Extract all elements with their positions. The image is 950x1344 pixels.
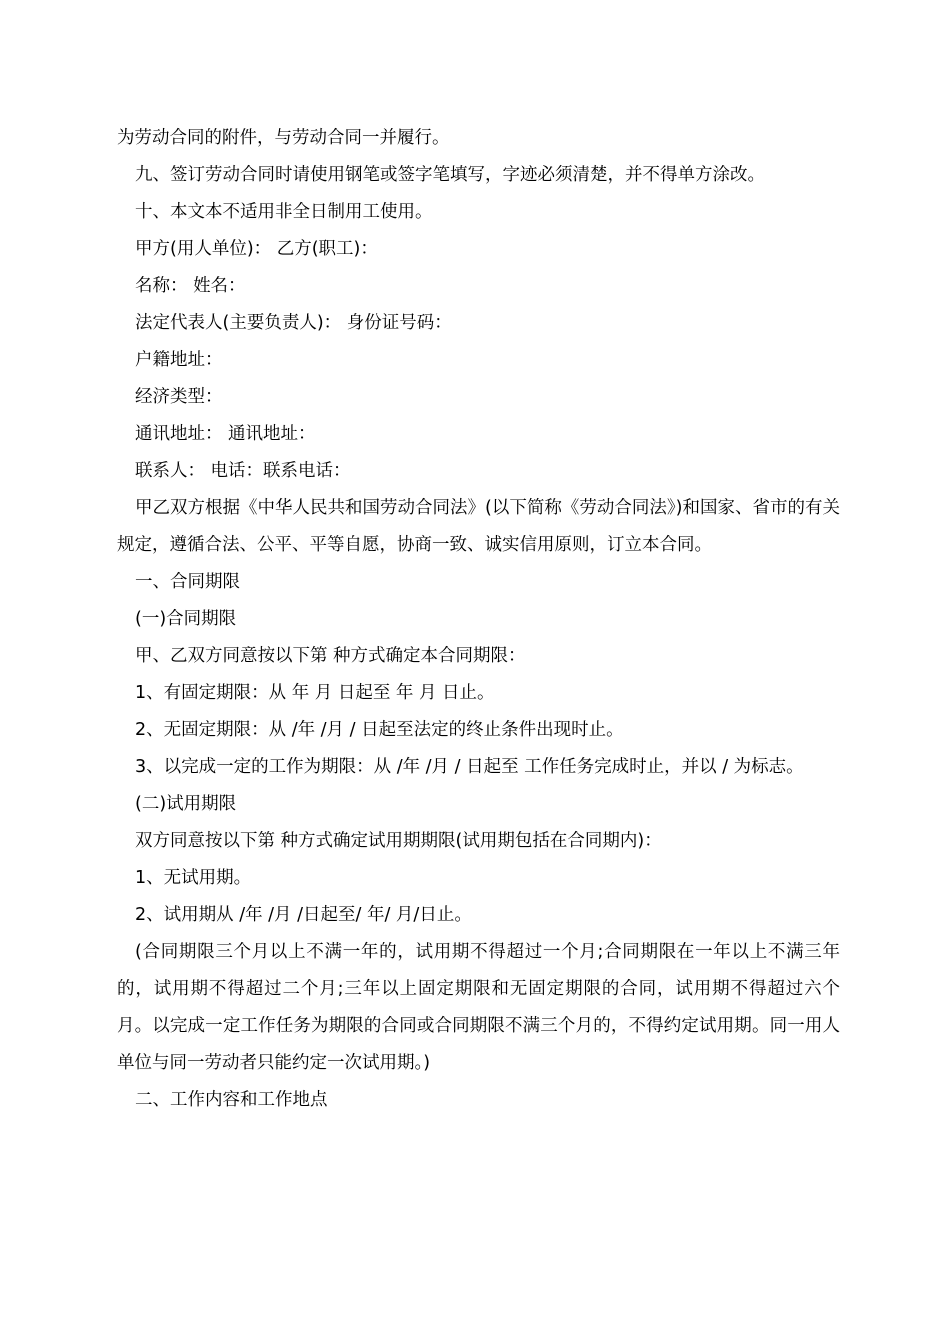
subsection-heading-contract-term: (一)合同期限 <box>135 609 237 629</box>
subsection-heading-probation: (二)试用期限 <box>135 794 237 814</box>
paragraph-task-term: 3、以完成一定的工作为期限：从 /年 /月 / 日起至 工作任务完成时止，并以 / 为标志。 <box>135 757 804 777</box>
economic-type-label: 经济类型： <box>135 387 223 407</box>
paragraph-no-probation: 1、无试用期。 <box>135 868 252 888</box>
paragraph-attachment-note: 为劳动合同的附件，与劳动合同一并履行。 <box>117 128 450 148</box>
paragraph-item-ten: 十、本文本不适用非全日制用工使用。 <box>135 202 433 222</box>
paragraph-probation-method: 双方同意按以下第 种方式确定试用期期限(试用期包括在合同期内)： <box>135 831 662 851</box>
paragraph-item-nine: 九、签订劳动合同时请使用钢笔或签字笔填写，字迹必须清楚，并不得单方涂改。 <box>135 165 765 185</box>
representative-id-labels: 法定代表人(主要负责人)： 身份证号码： <box>135 313 452 333</box>
mailing-address-labels: 通讯地址： 通讯地址： <box>135 424 316 444</box>
section-heading-contract-term: 一、合同期限 <box>135 572 240 592</box>
household-address-label: 户籍地址： <box>135 350 223 370</box>
paragraph-fixed-term: 1、有固定期限：从 年 月 日起至 年 月 日止。 <box>135 683 495 703</box>
paragraph-probation-period: 2、试用期从 /年 /月 /日起至/ 年/ 月/日止。 <box>135 905 472 925</box>
contact-labels: 联系人： 电话：联系电话： <box>135 461 351 481</box>
paragraph-term-method: 甲、乙双方同意按以下第 种方式确定本合同期限： <box>135 646 526 666</box>
paragraph-open-term: 2、无固定期限：从 /年 /月 / 日起至法定的终止条件出现时止。 <box>135 720 624 740</box>
section-heading-work-content: 二、工作内容和工作地点 <box>135 1090 328 1110</box>
paragraph-probation-rules: (合同期限三个月以上不满一年的，试用期不得超过一个月;合同期限在一年以上不满三年的，试用期不得超过二个月;三年以上固定期限和无固定期限的合同，试用期不得超过六个月。以完成一定工作任务为期限的合同或合同期限不满三个月的，不得约定试用期。同一用人单位与同一劳动者只能约定一次试用期。) <box>117 942 840 1073</box>
party-labels: 甲方(用人单位)： 乙方(职工)： <box>135 239 378 259</box>
document-body <box>117 120 840 1119</box>
name-labels: 名称： 姓名： <box>135 276 246 296</box>
paragraph-preamble: 甲乙双方根据《中华人民共和国劳动合同法》(以下简称《劳动合同法》)和国家、省市的有关规定，遵循合法、公平、平等自愿，协商一致、诚实信用原则，订立本合同。 <box>117 498 840 555</box>
